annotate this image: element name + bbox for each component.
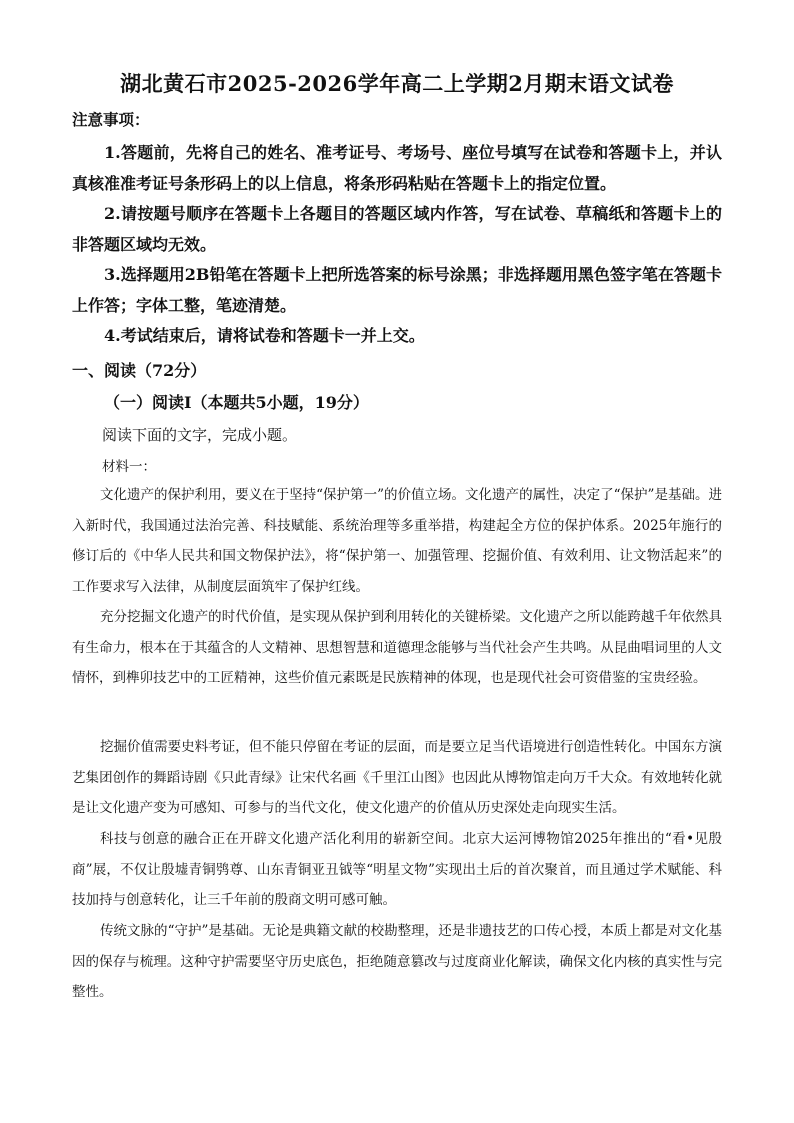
body-paragraph-2: 充分挖掘文化遗产的时代价值，是实现从保护到利用转化的关键桥梁。文化遗产之所以能跨越千年依然具有生命力，根本在于其蕴含的人文精神、思想智慧和道德理念能够与当代社会产生共鸣。从昆曲唱词里的人文情怀，到榫卯技艺中的工匠精神，这些价值元素既是民族精神的体现，也是现代社会可资借鉴的宝贵经验。 <box>72 609 722 686</box>
body-paragraph-4: 科技与创意的融合正在开辟文化遗产活化利用的崭新空间。北京大运河博物馆2025年推出的“看•见殷商”展，不仅让殷墟青铜鸮尊、山东青铜亚丑钺等“明星文物”实现出土后的首次聚首，而且通过学术赋能、科技加持与创意转化，让三千年前的殷商文明可感可触。 <box>72 831 722 908</box>
material-label: 材料一： <box>102 459 156 475</box>
body-paragraph-5: 传统文脉的“守护”是基础。无论是典籍文献的校勘整理，还是非遗技艺的口传心授，本质上都是对文化基因的保存与梳理。这种守护需要坚守历史底色，拒绝随意篡改与过度商业化解读，确保文化内核的真实性与完整性。 <box>72 923 722 1000</box>
instruction-text: 阅读下面的文字，完成小题。 <box>102 426 298 444</box>
body-paragraph-3: 挖掘价值需要史料考证，但不能只停留在考证的层面，而是要立足当代语境进行创造性转化。中国东方演艺集团创作的舞蹈诗剧《只此青绿》让宋代名画《千里江山图》也因此从博物馆走向万千大众。有效地转化就是让文化遗产变为可感知、可参与的当代文化，使文化遗产的价值从历史深处走向现实生活。 <box>72 739 722 816</box>
notice-item-2: 2.请按题号顺序在答题卡上各题目的答题区域内作答，写在试卷、草稿纸和答题卡上的非答题区域均无效。 <box>72 204 722 254</box>
body-paragraph-1: 文化遗产的保护利用，要义在于坚持“保护第一”的价值立场。文化遗产的属性，决定了“保护”是基础。进入新时代，我国通过法治完善、科技赋能、系统治理等多重举措，构建起全方位的保护体系。2025年施行的修订后的《中华人民共和国文物保护法》，将“保护第一、加强管理、挖掘价值、有效利用、让文物活起来”的工作要求写入法律，从制度层面筑牢了保护红线。 <box>72 487 722 595</box>
section-heading: 一、阅读（72分） <box>72 361 207 380</box>
notice-heading: 注意事项： <box>72 110 150 129</box>
notice-item-3: 3.选择题用2B铅笔在答题卡上把所选答案的标号涂黑；非选择题用黑色签字笔在答题卡上作答；字体工整，笔迹清楚。 <box>72 265 722 315</box>
subsection-heading: （一）阅读Ⅰ（本题共5小题，19分） <box>104 393 369 412</box>
exam-title: 湖北黄石市2025-2026学年高二上学期2月期末语文试卷 <box>120 71 674 96</box>
notice-item-1: 1.答题前，先将自己的姓名、准考证号、考场号、座位号填写在试卷和答题卡上，并认真核准准考证号条形码上的以上信息，将条形码粘贴在答题卡上的指定位置。 <box>72 143 722 193</box>
notice-item-4: 4.考试结束后，请将试卷和答题卡一并上交。 <box>104 326 425 345</box>
